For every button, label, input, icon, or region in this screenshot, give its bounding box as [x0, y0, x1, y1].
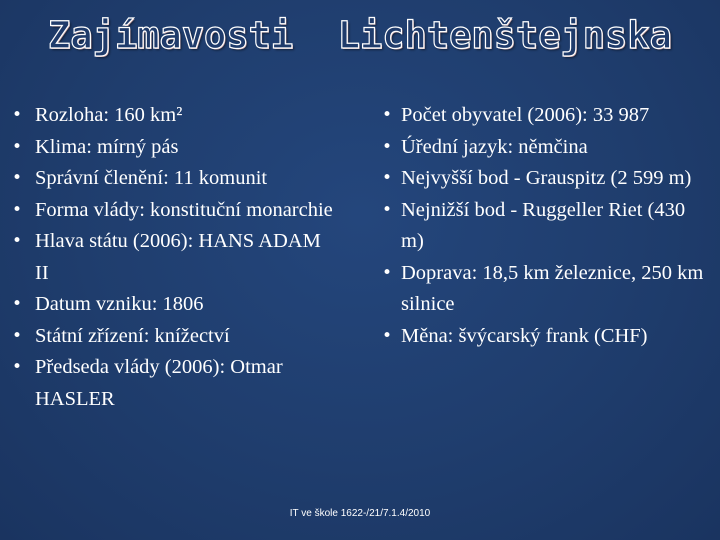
list-item — [381, 258, 704, 321]
bullet-icon: • — [381, 262, 393, 283]
list-item-text: Počet obyvatel (2006): 33 987 — [401, 104, 650, 126]
bullet-icon: • — [11, 136, 23, 157]
list-item-text: Nejvyšší bod - Grauspitz (2 599 m) — [401, 167, 692, 189]
list-item-text: Klima: mírný pás — [35, 135, 179, 158]
list-item-text: Hlava státu (2006): HANS ADAM II — [35, 230, 321, 284]
list-item-text: Rozloha: 160 km² — [35, 104, 183, 126]
list-item — [11, 289, 338, 321]
slide-title: Zajímavosti Lichtenštejnska — [48, 14, 672, 57]
list-item — [11, 100, 338, 132]
bullet-icon: • — [11, 199, 23, 220]
list-item-text: Úřední jazyk: němčina — [401, 135, 588, 158]
list-item — [381, 132, 704, 164]
list-item-text: Nejnižší bod - Ruggeller Riet (430 m) — [401, 198, 686, 252]
bullet-icon: • — [381, 199, 393, 220]
bullet-icon: • — [381, 136, 393, 157]
list-item-text: Státní zřízení: knížectví — [35, 324, 230, 347]
list-item — [11, 226, 338, 289]
list-item — [381, 321, 704, 353]
list-item — [11, 163, 338, 195]
footer-text: IT ve škole 1622-/21/7.1.4/2010 — [289, 508, 431, 519]
bullet-icon: • — [11, 357, 23, 377]
list-item-text: Předseda vlády (2006): Otmar HASLER — [35, 356, 283, 410]
list-item — [11, 321, 338, 353]
bullet-icon: • — [381, 105, 393, 125]
list-item-text: Forma vlády: konstituční monarchie — [35, 198, 333, 221]
list-item-text: Doprava: 18,5 km železnice, 250 km silnice — [401, 261, 704, 315]
bullet-icon: • — [11, 231, 23, 251]
list-item — [381, 100, 704, 132]
list-item — [11, 352, 338, 415]
bullet-icon: • — [11, 105, 23, 125]
list-item-text: Měna: švýcarský frank (CHF) — [401, 324, 648, 347]
list-item — [381, 195, 704, 258]
bullet-icon: • — [381, 168, 393, 188]
bullet-icon: • — [11, 168, 23, 188]
list-item — [381, 163, 704, 195]
bullet-icon: • — [381, 325, 393, 346]
list-item — [11, 195, 338, 227]
list-item — [11, 132, 338, 164]
left-bullet-list — [11, 100, 338, 415]
list-item-text: Správní členění: 11 komunit — [35, 167, 268, 189]
right-bullet-list — [381, 100, 704, 352]
bullet-icon: • — [11, 294, 23, 314]
list-item-text: Datum vzniku: 1806 — [35, 293, 204, 315]
bullet-icon: • — [11, 325, 23, 346]
